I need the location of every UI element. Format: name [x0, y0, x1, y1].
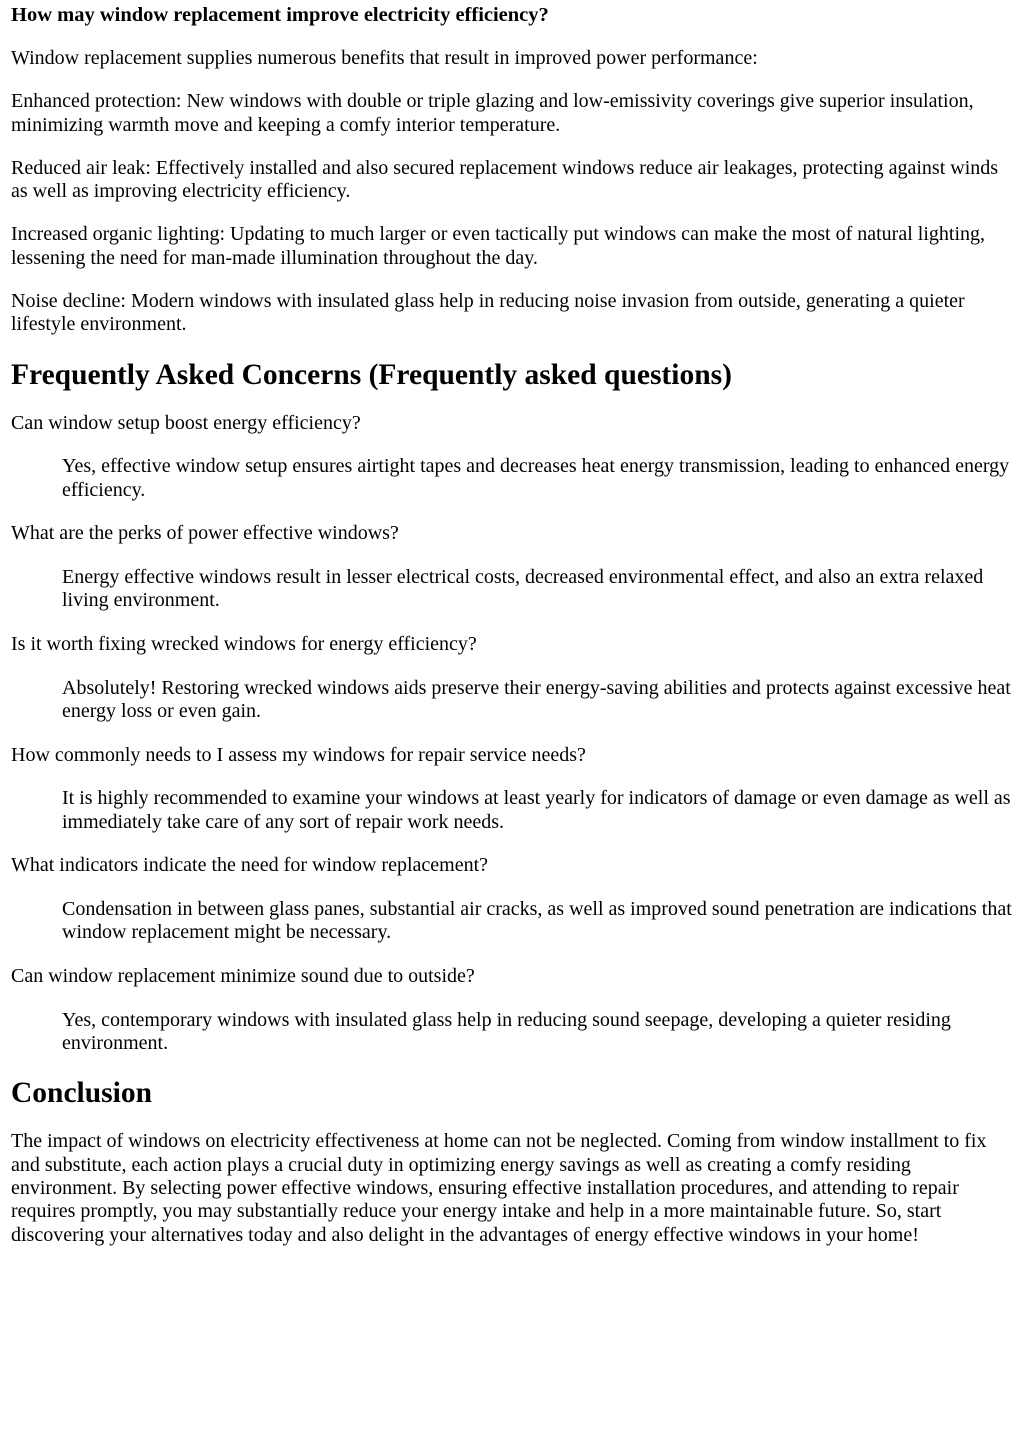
faq-answer: It is highly recommended to examine your windows at least yearly for indicators of damage or even damage as well as immediately take care of any sort of repair work needs.: [62, 787, 1011, 833]
benefit-paragraph: Reduced air leak: Effectively installed and also secured replacement windows reduce air leakages, protecting against winds as well as improving electricity efficiency.: [11, 156, 999, 203]
faq-answer: Absolutely! Restoring wrecked windows aids preserve their energy-saving abilities and protects against excessive heat energy loss or even gain.: [62, 676, 1011, 722]
intro-paragraph: Window replacement supplies numerous benefits that result in improved power performance:: [11, 47, 758, 69]
benefit-paragraph: Enhanced protection: New windows with double or triple glazing and low-emissivity coverings give superior insulation, minimizing warmth move and keeping a comfy interior temperature.: [11, 90, 974, 136]
section-heading: How may window replacement improve electricity efficiency?: [11, 4, 549, 26]
faq-answer: Condensation in between glass panes, substantial air cracks, as well as improved sound penetration are indications that window replacement might be necessary.: [62, 898, 1012, 944]
conclusion-heading: Conclusion: [11, 1077, 152, 1110]
faq-question: Can window setup boost energy efficiency?: [11, 411, 361, 434]
benefit-paragraph: Increased organic lighting: Updating to much larger or even tactically put windows can make the most of natural lighting, lessening the need for man-made illumination throughout the day.: [11, 223, 985, 269]
document-page: [0, 3, 1024, 1247]
conclusion-paragraph: The impact of windows on electricity effectiveness at home can not be neglected. Coming from window installment to fix and substitute, each action plays a crucial duty in optimizing energy savings as well as creating a comfy residing environment. By selecting power effective windows, ensuring effective installation procedures, and attending to repair requires promptly, you may substantially reduce your energy intake and help in a more maintainable future. So, start discovering your alternatives today and also delight in the advantages of energy effective windows in your home!: [11, 1130, 987, 1246]
faq-question: What are the perks of power effective windows?: [11, 522, 399, 545]
faq-question: How commonly needs to I assess my windows for repair service needs?: [11, 743, 586, 766]
faq-list: [11, 412, 1016, 1056]
faq-heading: Frequently Asked Concerns (Frequently asked questions): [11, 358, 732, 391]
faq-question: Is it worth fixing wrecked windows for energy efficiency?: [11, 633, 477, 656]
faq-answer: Yes, contemporary windows with insulated glass help in reducing sound seepage, developing a quieter residing environment.: [62, 1008, 951, 1055]
faq-answer: Yes, effective window setup ensures airtight tapes and decreases heat energy transmission, leading to enhanced energy efficiency.: [62, 455, 1010, 501]
faq-question: Can window replacement minimize sound due to outside?: [11, 965, 475, 988]
faq-question: What indicators indicate the need for window replacement?: [11, 854, 489, 877]
benefit-paragraph: Noise decline: Modern windows with insulated glass help in reducing noise invasion from outside, generating a quieter lifestyle environment.: [11, 290, 965, 336]
faq-answer: Energy effective windows result in lesser electrical costs, decreased environmental effect, and also an extra relaxed living environment.: [62, 566, 984, 612]
